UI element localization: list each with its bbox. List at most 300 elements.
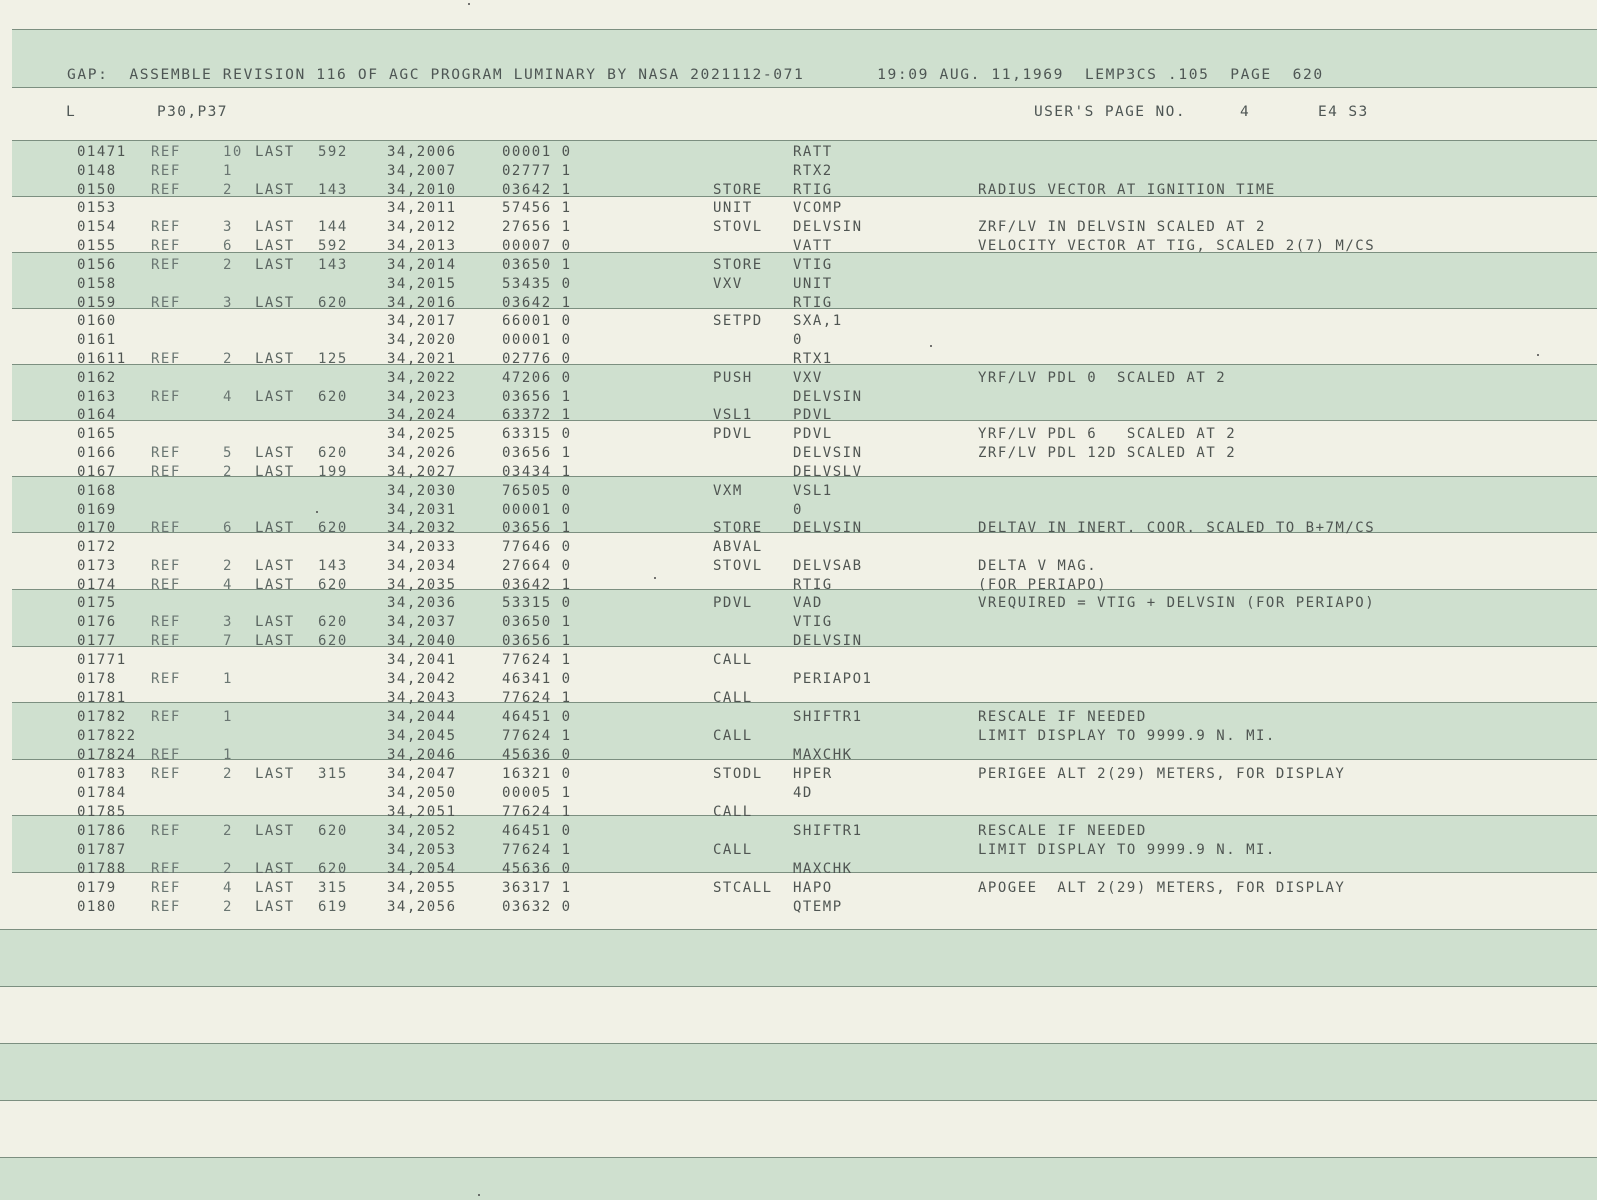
last-keyword: LAST xyxy=(255,464,295,480)
operand: DELVSIN xyxy=(793,633,863,649)
operand: QTEMP xyxy=(793,899,843,915)
octal-word: 03632 0 xyxy=(502,899,572,915)
ref-keyword: REF xyxy=(151,144,181,160)
operand: MAXCHK xyxy=(793,861,853,877)
address: 34,2012 xyxy=(387,219,457,235)
listing-row xyxy=(0,482,1597,501)
line-number: 0165 xyxy=(77,426,117,442)
octal-word: 47206 0 xyxy=(502,370,572,386)
octal-word: 63315 0 xyxy=(502,426,572,442)
band-rule xyxy=(12,29,1597,30)
octal-word: 00007 0 xyxy=(502,238,572,254)
operand: RATT xyxy=(793,144,833,160)
ref-keyword: REF xyxy=(151,238,181,254)
opcode: STODL xyxy=(713,766,763,782)
octal-word: 16321 0 xyxy=(502,766,572,782)
last-page: 143 xyxy=(318,182,348,198)
address: 34,2055 xyxy=(387,880,457,896)
ref-count: 3 xyxy=(223,295,233,311)
last-keyword: LAST xyxy=(255,558,295,574)
address: 34,2011 xyxy=(387,200,457,216)
octal-word: 03642 1 xyxy=(502,577,572,593)
ref-keyword: REF xyxy=(151,766,181,782)
last-page: 125 xyxy=(318,351,348,367)
last-keyword: LAST xyxy=(255,766,295,782)
listing-row xyxy=(0,708,1597,727)
last-page: 144 xyxy=(318,219,348,235)
ref-count: 2 xyxy=(223,823,233,839)
address: 34,2036 xyxy=(387,595,457,611)
operand: HAPO xyxy=(793,880,833,896)
line-number: 0154 xyxy=(77,219,117,235)
address: 34,2056 xyxy=(387,899,457,915)
address: 34,2042 xyxy=(387,671,457,687)
scan-speck xyxy=(316,511,318,513)
octal-word: 03642 1 xyxy=(502,182,572,198)
last-page: 620 xyxy=(318,823,348,839)
listing-row xyxy=(0,275,1597,294)
listing-row xyxy=(0,501,1597,520)
program-label: P30,P37 xyxy=(157,104,228,120)
ref-count: 1 xyxy=(223,163,233,179)
opcode: CALL xyxy=(713,804,753,820)
operand: VAD xyxy=(793,595,823,611)
listing-row xyxy=(0,312,1597,331)
listing-row xyxy=(0,670,1597,689)
line-number: 01786 xyxy=(77,823,127,839)
band-rule xyxy=(12,87,1597,88)
listing-row xyxy=(0,369,1597,388)
last-keyword: LAST xyxy=(255,823,295,839)
operand: DELVSAB xyxy=(793,558,863,574)
ref-count: 4 xyxy=(223,577,233,593)
last-page: 620 xyxy=(318,445,348,461)
listing-row xyxy=(0,784,1597,803)
opcode: VXM xyxy=(713,483,743,499)
listing-row xyxy=(0,898,1597,917)
operand: VXV xyxy=(793,370,823,386)
octal-word: 03650 1 xyxy=(502,614,572,630)
address: 34,2026 xyxy=(387,445,457,461)
ref-keyword: REF xyxy=(151,182,181,198)
ref-count: 2 xyxy=(223,464,233,480)
listing-row xyxy=(0,689,1597,708)
line-number: 0163 xyxy=(77,389,117,405)
line-number: 0179 xyxy=(77,880,117,896)
opcode: CALL xyxy=(713,842,753,858)
address: 34,2044 xyxy=(387,709,457,725)
comment: DELTA V MAG. xyxy=(978,558,1098,574)
ref-count: 2 xyxy=(223,558,233,574)
line-number: 0172 xyxy=(77,539,117,555)
operand: DELVSIN xyxy=(793,219,863,235)
ref-count: 2 xyxy=(223,182,233,198)
operand: RTIG xyxy=(793,577,833,593)
last-page: 620 xyxy=(318,520,348,536)
user-page-label: USER'S PAGE NO. xyxy=(1034,104,1186,120)
last-page: 592 xyxy=(318,144,348,160)
line-number: 0159 xyxy=(77,295,117,311)
line-number: 0153 xyxy=(77,200,117,216)
band-rule xyxy=(0,929,1597,930)
listing-row xyxy=(0,651,1597,670)
operand: SXA,1 xyxy=(793,313,843,329)
address: 34,2051 xyxy=(387,804,457,820)
last-page: 315 xyxy=(318,880,348,896)
operand: SHIFTR1 xyxy=(793,709,863,725)
octal-word: 76505 0 xyxy=(502,483,572,499)
address: 34,2013 xyxy=(387,238,457,254)
listing-row xyxy=(0,594,1597,613)
comment: (FOR PERIAPO) xyxy=(978,577,1108,593)
opcode: STCALL xyxy=(713,880,773,896)
ref-keyword: REF xyxy=(151,709,181,725)
address: 34,2021 xyxy=(387,351,457,367)
ref-keyword: REF xyxy=(151,520,181,536)
listing-row xyxy=(0,841,1597,860)
listing-row xyxy=(0,860,1597,879)
octal-word: 27664 0 xyxy=(502,558,572,574)
octal-word: 57456 1 xyxy=(502,200,572,216)
ref-count: 7 xyxy=(223,633,233,649)
line-number: 0175 xyxy=(77,595,117,611)
line-number: 01611 xyxy=(77,351,127,367)
last-page: 143 xyxy=(318,257,348,273)
last-page: 199 xyxy=(318,464,348,480)
line-number: 01471 xyxy=(77,144,127,160)
opcode: VXV xyxy=(713,276,743,292)
ref-keyword: REF xyxy=(151,257,181,273)
opcode: PDVL xyxy=(713,426,753,442)
line-number: 0167 xyxy=(77,464,117,480)
comment: RESCALE IF NEEDED xyxy=(978,709,1147,725)
listing-row xyxy=(0,256,1597,275)
listing-row xyxy=(0,331,1597,350)
octal-word: 77624 1 xyxy=(502,652,572,668)
address: 34,2016 xyxy=(387,295,457,311)
last-page: 620 xyxy=(318,633,348,649)
opcode: STORE xyxy=(713,257,763,273)
opcode: STOVL xyxy=(713,219,763,235)
operand: DELVSIN xyxy=(793,445,863,461)
ref-count: 6 xyxy=(223,520,233,536)
green-band xyxy=(0,1043,1597,1100)
page-code: E4 S3 xyxy=(1318,104,1369,120)
ref-keyword: REF xyxy=(151,445,181,461)
last-page: 620 xyxy=(318,389,348,405)
ref-keyword: REF xyxy=(151,163,181,179)
octal-word: 00001 0 xyxy=(502,144,572,160)
comment: VELOCITY VECTOR AT TIG, SCALED 2(7) M/CS xyxy=(978,238,1376,254)
ref-count: 6 xyxy=(223,238,233,254)
ref-count: 2 xyxy=(223,257,233,273)
operand: PDVL xyxy=(793,426,833,442)
octal-word: 03642 1 xyxy=(502,295,572,311)
operand: VSL1 xyxy=(793,483,833,499)
address: 34,2047 xyxy=(387,766,457,782)
line-number: 0156 xyxy=(77,257,117,273)
octal-word: 02776 0 xyxy=(502,351,572,367)
opcode: STOVL xyxy=(713,558,763,574)
operand: RTX1 xyxy=(793,351,833,367)
band-rule xyxy=(0,1043,1597,1044)
listing-row xyxy=(0,822,1597,841)
comment: RESCALE IF NEEDED xyxy=(978,823,1147,839)
address: 34,2025 xyxy=(387,426,457,442)
address: 34,2046 xyxy=(387,747,457,763)
ref-count: 10 xyxy=(223,144,243,160)
listing-row xyxy=(0,765,1597,784)
octal-word: 03434 1 xyxy=(502,464,572,480)
comment: PERIGEE ALT 2(29) METERS, FOR DISPLAY xyxy=(978,766,1346,782)
comment: RADIUS VECTOR AT IGNITION TIME xyxy=(978,182,1276,198)
listing-row xyxy=(0,463,1597,482)
operand: 4D xyxy=(793,785,813,801)
octal-word: 77624 1 xyxy=(502,804,572,820)
line-number: 01782 xyxy=(77,709,127,725)
last-keyword: LAST xyxy=(255,633,295,649)
address: 34,2050 xyxy=(387,785,457,801)
listing-row xyxy=(0,519,1597,538)
listing-row xyxy=(0,538,1597,557)
last-keyword: LAST xyxy=(255,351,295,367)
listing-row xyxy=(0,727,1597,746)
listing-row xyxy=(0,350,1597,369)
line-number: 0168 xyxy=(77,483,117,499)
last-keyword: LAST xyxy=(255,577,295,593)
opcode: PDVL xyxy=(713,595,753,611)
opcode: STORE xyxy=(713,520,763,536)
line-number: 01781 xyxy=(77,690,127,706)
address: 34,2045 xyxy=(387,728,457,744)
opcode: ABVAL xyxy=(713,539,763,555)
octal-word: 45636 0 xyxy=(502,747,572,763)
ref-count: 2 xyxy=(223,766,233,782)
operand: UNIT xyxy=(793,276,833,292)
scan-speck xyxy=(468,3,470,5)
address: 34,2007 xyxy=(387,163,457,179)
listing-row xyxy=(0,425,1597,444)
ref-keyword: REF xyxy=(151,219,181,235)
line-number: 0158 xyxy=(77,276,117,292)
opcode: VSL1 xyxy=(713,407,753,423)
octal-word: 46451 0 xyxy=(502,709,572,725)
address: 34,2035 xyxy=(387,577,457,593)
listing-row xyxy=(0,632,1597,651)
operand: DELVSIN xyxy=(793,389,863,405)
operand: PERIAPO1 xyxy=(793,671,873,687)
operand: VCOMP xyxy=(793,200,843,216)
line-number: 01787 xyxy=(77,842,127,858)
opcode: PUSH xyxy=(713,370,753,386)
listing-row xyxy=(0,444,1597,463)
opcode: SETPD xyxy=(713,313,763,329)
scan-speck xyxy=(930,345,932,347)
address: 34,2052 xyxy=(387,823,457,839)
octal-word: 03656 1 xyxy=(502,633,572,649)
last-keyword: LAST xyxy=(255,880,295,896)
line-number: 0174 xyxy=(77,577,117,593)
ref-count: 3 xyxy=(223,219,233,235)
ref-count: 4 xyxy=(223,389,233,405)
operand: DELVSIN xyxy=(793,520,863,536)
line-number: 01785 xyxy=(77,804,127,820)
band-rule xyxy=(0,986,1597,987)
line-number: 0178 xyxy=(77,671,117,687)
address: 34,2015 xyxy=(387,276,457,292)
ref-count: 2 xyxy=(223,351,233,367)
address: 34,2032 xyxy=(387,520,457,536)
operand: MAXCHK xyxy=(793,747,853,763)
line-number: 0162 xyxy=(77,370,117,386)
last-keyword: LAST xyxy=(255,295,295,311)
octal-word: 00001 0 xyxy=(502,332,572,348)
operand: HPER xyxy=(793,766,833,782)
listing-row xyxy=(0,237,1597,256)
operand: VTIG xyxy=(793,257,833,273)
comment: ZRF/LV IN DELVSIN SCALED AT 2 xyxy=(978,219,1266,235)
last-page: 143 xyxy=(318,558,348,574)
address: 34,2027 xyxy=(387,464,457,480)
ref-keyword: REF xyxy=(151,295,181,311)
comment: DELTAV IN INERT. COOR. SCALED TO B+7M/CS xyxy=(978,520,1376,536)
last-page: 620 xyxy=(318,614,348,630)
octal-word: 03656 1 xyxy=(502,389,572,405)
listing-row xyxy=(0,294,1597,313)
last-page: 592 xyxy=(318,238,348,254)
comment: VREQUIRED = VTIG + DELVSIN (FOR PERIAPO) xyxy=(978,595,1376,611)
ref-keyword: REF xyxy=(151,671,181,687)
line-number: 0177 xyxy=(77,633,117,649)
green-band xyxy=(0,1157,1597,1200)
ref-count: 1 xyxy=(223,709,233,725)
last-keyword: LAST xyxy=(255,445,295,461)
line-number: 0180 xyxy=(77,899,117,915)
ref-count: 3 xyxy=(223,614,233,630)
address: 34,2041 xyxy=(387,652,457,668)
listing-row xyxy=(0,576,1597,595)
comment: ZRF/LV PDL 12D SCALED AT 2 xyxy=(978,445,1237,461)
address: 34,2053 xyxy=(387,842,457,858)
band-rule xyxy=(0,1157,1597,1158)
ref-count: 1 xyxy=(223,747,233,763)
listing-row xyxy=(0,406,1597,425)
last-keyword: LAST xyxy=(255,238,295,254)
listing-row xyxy=(0,218,1597,237)
octal-word: 02777 1 xyxy=(502,163,572,179)
listing-row xyxy=(0,199,1597,218)
listing-header: GAP: ASSEMBLE REVISION 116 OF AGC PROGRAM LUMINARY BY NASA 2021112-071 19:09 AUG. 11,1969 LEMP3CS .105 PAGE 620 xyxy=(67,66,1324,83)
last-page: 620 xyxy=(318,295,348,311)
ref-keyword: REF xyxy=(151,351,181,367)
band-rule xyxy=(0,1100,1597,1101)
page-left-marker: L xyxy=(66,104,77,120)
line-number: 0160 xyxy=(77,313,117,329)
operand: DELVSLV xyxy=(793,464,863,480)
listing-row xyxy=(0,803,1597,822)
opcode: CALL xyxy=(713,728,753,744)
line-number: 017824 xyxy=(77,747,137,763)
listing-row xyxy=(0,557,1597,576)
last-keyword: LAST xyxy=(255,614,295,630)
listing-row xyxy=(0,143,1597,162)
ref-count: 5 xyxy=(223,445,233,461)
ref-keyword: REF xyxy=(151,577,181,593)
octal-word: 46341 0 xyxy=(502,671,572,687)
address: 34,2014 xyxy=(387,257,457,273)
listing-row xyxy=(0,162,1597,181)
octal-word: 03656 1 xyxy=(502,520,572,536)
operand: RTIG xyxy=(793,182,833,198)
last-page: 619 xyxy=(318,899,348,915)
address: 34,2030 xyxy=(387,483,457,499)
ref-count: 2 xyxy=(223,861,233,877)
line-number: 0148 xyxy=(77,163,117,179)
listing-row xyxy=(0,746,1597,765)
line-number: 017822 xyxy=(77,728,137,744)
octal-word: 00001 0 xyxy=(502,502,572,518)
scan-speck xyxy=(654,577,656,579)
address: 34,2037 xyxy=(387,614,457,630)
octal-word: 77624 1 xyxy=(502,842,572,858)
line-number: 0150 xyxy=(77,182,117,198)
address: 34,2023 xyxy=(387,389,457,405)
address: 34,2031 xyxy=(387,502,457,518)
octal-word: 77624 1 xyxy=(502,728,572,744)
line-number: 0164 xyxy=(77,407,117,423)
comment: YRF/LV PDL 0 SCALED AT 2 xyxy=(978,370,1227,386)
comment: YRF/LV PDL 6 SCALED AT 2 xyxy=(978,426,1237,442)
octal-word: 77624 1 xyxy=(502,690,572,706)
octal-word: 36317 1 xyxy=(502,880,572,896)
operand: RTX2 xyxy=(793,163,833,179)
operand: 0 xyxy=(793,332,803,348)
last-keyword: LAST xyxy=(255,520,295,536)
address: 34,2017 xyxy=(387,313,457,329)
band-rule xyxy=(12,140,1597,141)
ref-keyword: REF xyxy=(151,558,181,574)
comment: APOGEE ALT 2(29) METERS, FOR DISPLAY xyxy=(978,880,1346,896)
ref-keyword: REF xyxy=(151,389,181,405)
operand: PDVL xyxy=(793,407,833,423)
octal-word: 03656 1 xyxy=(502,445,572,461)
octal-word: 46451 0 xyxy=(502,823,572,839)
opcode: STORE xyxy=(713,182,763,198)
address: 34,2034 xyxy=(387,558,457,574)
line-number: 0173 xyxy=(77,558,117,574)
octal-word: 63372 1 xyxy=(502,407,572,423)
address: 34,2043 xyxy=(387,690,457,706)
line-number: 0166 xyxy=(77,445,117,461)
octal-word: 77646 0 xyxy=(502,539,572,555)
octal-word: 45636 0 xyxy=(502,861,572,877)
last-keyword: LAST xyxy=(255,144,295,160)
address: 34,2006 xyxy=(387,144,457,160)
line-number: 0169 xyxy=(77,502,117,518)
ref-count: 1 xyxy=(223,671,233,687)
address: 34,2024 xyxy=(387,407,457,423)
line-number: 0176 xyxy=(77,614,117,630)
ref-keyword: REF xyxy=(151,880,181,896)
address: 34,2033 xyxy=(387,539,457,555)
octal-word: 03650 1 xyxy=(502,257,572,273)
last-keyword: LAST xyxy=(255,389,295,405)
ref-keyword: REF xyxy=(151,614,181,630)
last-page: 620 xyxy=(318,577,348,593)
ref-keyword: REF xyxy=(151,899,181,915)
line-number: 0161 xyxy=(77,332,117,348)
ref-keyword: REF xyxy=(151,861,181,877)
